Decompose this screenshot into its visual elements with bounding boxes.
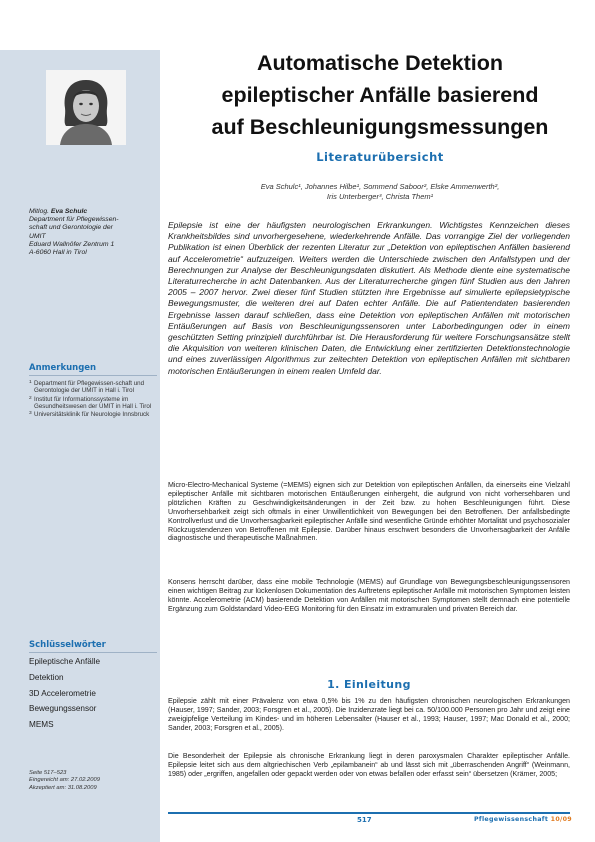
page-range: Seite 517–523 — [29, 770, 67, 776]
footer-rule — [168, 812, 570, 814]
submission-dates — [29, 770, 157, 792]
body-paragraph-1: Micro-Electro-Mechanical Systeme (=MEMS) eignen sich zur Detektion von epileptischen Anfällen, da einerseits eine Vielzahl epileptischer Anfälle mit sichtbaren motorischen Entäußerungen einhergeht, die aufgrund von nicht vorhersehbaren und plötzlichen Kräften zu Geschwindigkeitsänderungen in der Zeit bzw. zu hohen Beschleunigungen führt. Diese Unvorhersehbarkeit zeigt sich oftmals in einer Unwillentlichkeit von Bewegungen bei den Betroffenen. Der anfallsbedingte Kontrollverlust und die Unvorhersagbarkeit epileptischer Anfälle sind wesentliche Gründe erhöhter Mortalität und psychosozialer Rückzugstendenzen von Betroffenen mit Epilepsie. Darüber hinaus erschwert besonders die Unvorhersagbarkeit der Anfälle diagnostische und therapeutische Maßnahmen. — [168, 481, 570, 543]
accepted-date-line — [29, 785, 157, 792]
received-label: Eingereicht am: — [29, 777, 70, 784]
note-number: 1 — [29, 380, 32, 385]
author-photo — [46, 70, 126, 145]
title-line-3: auf Beschleunigungsmessungen — [211, 115, 549, 139]
article-subtitle: Literaturübersicht — [316, 150, 444, 164]
author-address-line: Department für Pflegewissen- — [29, 216, 119, 224]
note-text: Institut für Informationssysteme im Gesundheitswesen der UMIT in Hall i. Tirol — [34, 395, 152, 410]
journal-title: Pflegewissenschaft — [474, 816, 549, 823]
notes-divider — [29, 375, 157, 376]
note-item — [29, 380, 157, 395]
abstract-text: Epilepsie ist eine der häufigsten neurologischen Erkrankungen. Wichtigstes Kennzeichen dieses Krankheitsbildes sind unvorhergesehene, wiederkehrende Anfälle. Das vorrangige Ziel der vorliegenden Publikation ist einen Überblick der rezenten Literatur zur „Detektion von epileptischen Anfällen basierend auf Accelerometrie“ aufzuzeigen. Weiters werden die Unterschiede zwischen den Anfallstypen und der Berechnungen zur Analyse der Beschleunigungsdaten diskutiert. Als Methode diente eine systematische Literaturrecherche in acht Datenbanken. Aus der Literaturrecherche gingen fünf Studien aus den Jahren 2005 – 2007 hervor. Zwei dieser fünf Studien stützten ihre Ergebnisse auf simulierte epilepsietypische Bewegungsmuster, die weiteren drei auf Daten echter Anfälle. Die auf Patientendaten basierenden Ergebnisse lassen darauf schließen, dass eine Detektion von epileptischen Anfällen mit motorischen Entäußerungen auf Basis von Beschleunigungssensoren unter Laborbedingungen oder in einem geschützten Setting prinzipiell durchführbar ist. Die Herausforderung für weitere Forschungsansätze stellt die Akquisition von weiteren klinischen Daten, die Entwicklung einer zertifizierten Detektionstechnologie und eines zuverlässigen Algorithmus zur zeitechten Detektion von epileptischen Anfällen mit sichtbaren motorischen Entäußerungen in einem realen Umfeld dar. — [168, 220, 570, 376]
author-address-line: A-6060 Hall in Tirol — [29, 249, 87, 257]
author-line-1: Eva Schulc¹, Johannes Hilbe¹, Sommend Saboor², Elske Ammenwerth², — [260, 182, 500, 191]
intro-paragraph-1: Epilepsie zählt mit einer Prävalenz von etwa 0,5% bis 1% zu den häufigsten chronischen neurologischen Erkrankungen (Hauser, 1997; Sander, 2003; Forsgren et al., 2005). Die Inzidenzrate liegt bei ca. 50/100.000 Personen pro Jahr und zeigt eine zweigipfelige Verteilung im Kindes- und im höheren Lebensalter (Hauser et al., 1993; Hauser, 1997; Mac Donald et al., 2000; Sander, 2003; Forsgren et al., 2005). — [168, 697, 570, 732]
article-title — [170, 47, 590, 143]
title-line-2: epileptischer Anfälle basierend — [221, 83, 539, 107]
author-line-2: Iris Unterberger³, Christa Them¹ — [326, 192, 434, 201]
keyword-item: MEMS — [29, 720, 54, 730]
accepted-label: Akzeptiert am: — [29, 784, 67, 791]
note-number: 3 — [29, 411, 32, 417]
author-name-line — [29, 208, 157, 216]
keywords-divider — [29, 652, 157, 653]
note-text: Universitätsklinik für Neurologie Innsbruck — [34, 411, 150, 419]
note-item — [29, 396, 157, 411]
keyword-item: 3D Accelerometrie — [29, 688, 96, 698]
keywords-list — [29, 654, 157, 733]
author-address-line: schaft und Gerontologie der — [29, 224, 113, 232]
accepted-date: 31.08.2009 — [67, 784, 97, 791]
note-item — [29, 411, 157, 418]
body-paragraph-2: Konsens herrscht darüber, dass eine mobile Technologie (MEMS) auf Grundlage von Bewegungsbeschleunigungssensoren einen wichtigen Beitrag zur lückenlosen Dokumentation des Auftretens epileptischer Anfälle mit motorischen Symptomen leisten könnte. Accelerometrie (ACM) basierende Detektion von Anfällen mit motorischen Symptomen stellt demnach eine potentielle Ergänzung zum Goldstandard Video-EEG Monitoring für den Einsatz im extramuralen und privaten Bereich dar. — [168, 578, 570, 613]
section-heading-introduction: 1. Einleitung — [327, 678, 411, 691]
keyword-item: Detektion — [29, 672, 64, 682]
received-date: 27.02.2009 — [70, 777, 100, 784]
notes-heading: Anmerkungen — [29, 363, 97, 373]
journal-issue: 10/09 — [550, 816, 572, 823]
author-address-line: Eduard Wallnöfer Zentrum 1 — [29, 240, 115, 248]
journal-name — [474, 816, 572, 823]
note-number: 2 — [29, 395, 32, 401]
keyword-item: Epileptische Anfälle — [29, 657, 101, 666]
author-name-prefix: Mitlog. — [29, 208, 50, 215]
page-number: 517 — [357, 816, 372, 824]
title-line-1: Automatische Detektion — [256, 51, 504, 75]
keyword-item: Bewegungssensor — [29, 704, 97, 714]
author-list — [170, 182, 590, 202]
note-text: Department für Pflegewissen-schaft und Gerontologie der UMIT in Hall i. Tirol — [34, 380, 145, 395]
intro-paragraph-2: Die Besonderheit der Epilepsie als chronische Erkrankung liegt in deren paroxysmalen Charakter epileptischer Anfälle. Epilepsie leitet sich aus dem altgriechischen Verb „epilambanein“ ab und lässt sich mit „überraschenden Angriff“ (Weinmann, 1985) oder „ergriffen, angefallen oder gepackt werden oder von etwas befallen oder erfasst sein“ übersetzen (Krämer, 2005; — [168, 752, 570, 778]
author-address-line: UMIT — [29, 232, 46, 240]
notes-list — [29, 380, 157, 419]
author-name: Eva Schulc — [50, 208, 88, 215]
keywords-heading: Schlüsselwörter — [29, 640, 106, 650]
received-date-line — [29, 777, 157, 784]
corresponding-author — [29, 208, 157, 257]
